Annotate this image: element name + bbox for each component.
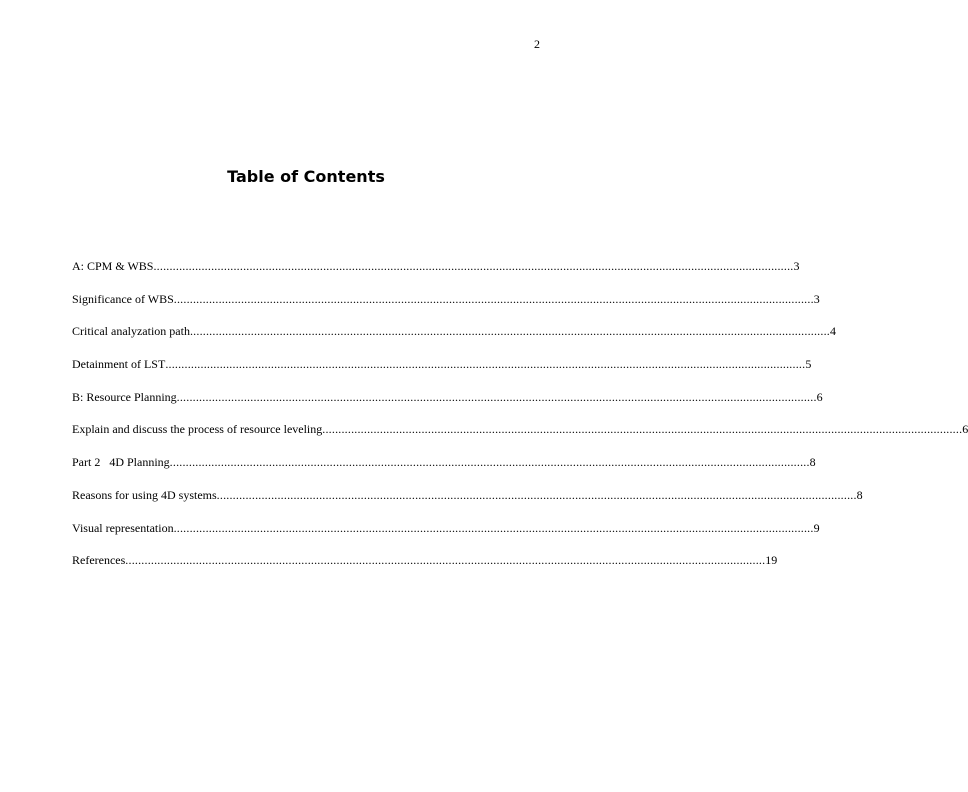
toc-entry-page: 8 xyxy=(809,455,816,470)
toc-entry-page: 4 xyxy=(829,324,836,339)
toc-entry-page: 9 xyxy=(813,520,820,535)
toc-entry[interactable] xyxy=(72,324,836,357)
toc-entry[interactable] xyxy=(72,422,968,455)
toc-entry[interactable] xyxy=(72,487,863,521)
toc-entry-page: 19 xyxy=(765,553,778,568)
toc-entry-label: References xyxy=(72,553,126,568)
toc-entry[interactable] xyxy=(72,455,816,488)
toc-entry-page: 8 xyxy=(856,487,863,502)
dot-leader: ........................................................................................................................................................................................................ xyxy=(216,487,857,502)
dot-leader: ........................................................................................................................................................................................................ xyxy=(173,520,814,535)
table-of-contents xyxy=(72,259,968,586)
toc-entry-label: Part 2 4D Planning xyxy=(72,455,170,470)
toc-entry[interactable] xyxy=(72,357,812,390)
dot-leader: ........................................................................................................................................................................................................ xyxy=(173,291,814,306)
dot-leader: ........................................................................................................................................................................................................ xyxy=(189,324,830,339)
toc-entry-label: Significance of WBS xyxy=(72,291,174,306)
toc-entry-label: Explain and discuss the process of resource leveling xyxy=(72,422,323,437)
toc-entry-page: 3 xyxy=(793,259,800,273)
toc-entry[interactable] xyxy=(72,389,823,423)
dot-leader: ........................................................................................................................................................................................................ xyxy=(125,553,766,568)
toc-entry-label: Critical analyzation path xyxy=(72,324,190,339)
toc-entry[interactable] xyxy=(72,259,800,292)
dot-leader: ........................................................................................................................................................................................................ xyxy=(322,422,963,437)
toc-entry-label: B: Resource Planning xyxy=(72,389,177,404)
toc-entry-label: A: CPM & WBS xyxy=(72,259,154,273)
toc-entry-label: Reasons for using 4D systems xyxy=(72,487,217,502)
toc-entry[interactable] xyxy=(72,291,820,325)
page-number: 2 xyxy=(534,37,540,51)
toc-entry-label: Detainment of LST xyxy=(72,357,166,372)
toc-entry-page: 5 xyxy=(805,357,812,372)
toc-entry-page: 3 xyxy=(813,291,820,306)
toc-entry-page: 6 xyxy=(962,422,968,437)
toc-entry-page: 6 xyxy=(816,389,823,404)
dot-leader: ........................................................................................................................................................................................................ xyxy=(165,357,806,372)
dot-leader: ........................................................................................................................................................................................................ xyxy=(176,389,817,404)
toc-entry[interactable] xyxy=(72,553,778,586)
toc-title: Table of Contents xyxy=(227,167,385,186)
dot-leader: ........................................................................................................................................................................................................ xyxy=(153,259,794,273)
toc-entry-label: Visual representation xyxy=(72,520,174,535)
toc-entry[interactable] xyxy=(72,520,820,554)
dot-leader: ........................................................................................................................................................................................................ xyxy=(169,455,810,470)
